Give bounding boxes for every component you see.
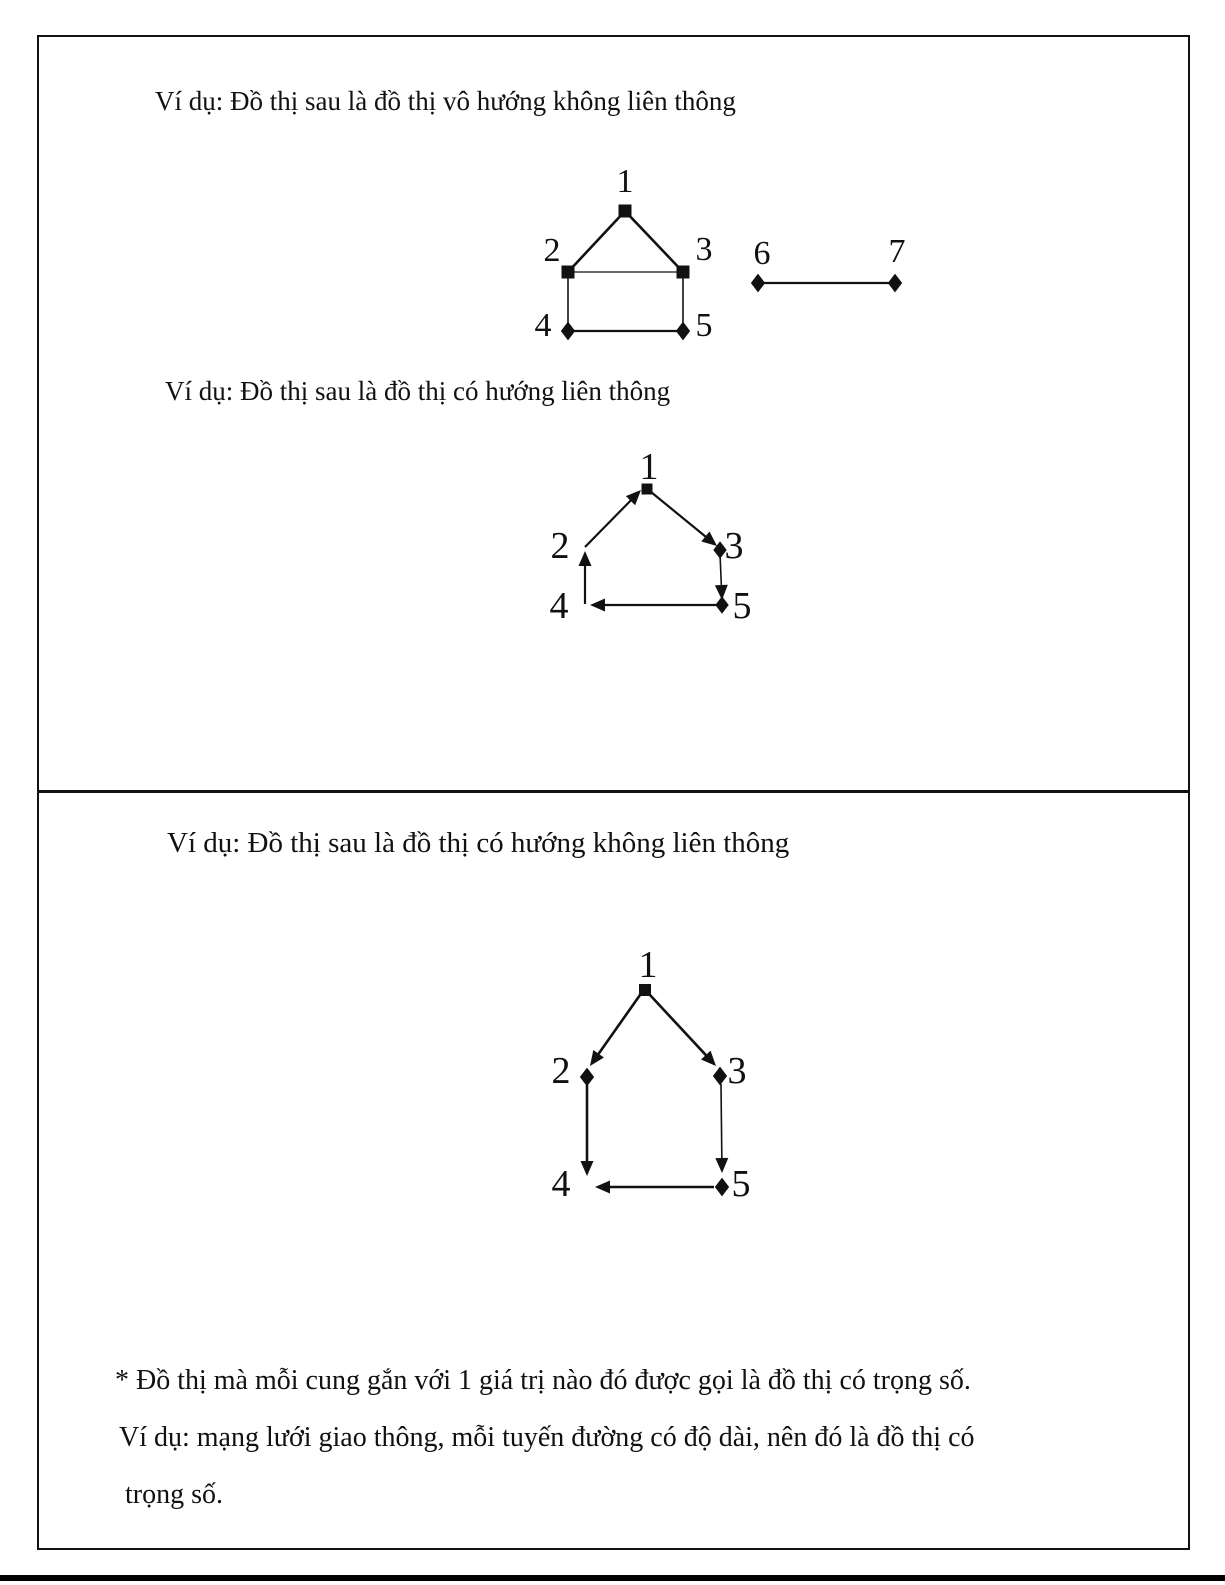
example1-title: Ví dụ: Đồ thị sau là đồ thị vô hướng không liên thông [155,86,736,116]
graph-edge [720,554,722,589]
vertex-marker-diamond [561,322,575,341]
directed-connected-graph [550,446,752,627]
vertex-label: 2 [550,525,570,567]
vertex-label: 1 [638,944,658,986]
vertex-label: 2 [551,1050,571,1092]
undirected-disconnected-graph [535,163,906,344]
vertex-label: 5 [732,585,752,627]
vertex-marker-diamond [713,1067,727,1086]
vertex-marker-diamond [751,274,765,293]
graph-edge [625,211,683,272]
vertex-label: 4 [549,585,569,627]
vertex-label: 1 [639,446,659,488]
graph-edge [596,995,640,1057]
vertex-marker-square [677,266,690,279]
vertex-label: 6 [753,235,771,272]
directed-disconnected-graph [552,944,751,1205]
vertex-marker-diamond [676,322,690,341]
graph-edge [721,1084,722,1162]
note-line-3: trọng số. [125,1479,223,1510]
vertex-label: 7 [888,233,906,270]
vertex-label: 5 [731,1163,751,1205]
vertex-marker-diamond [888,274,902,293]
note-line-2: Ví dụ: mạng lưới giao thông, mỗi tuyến đường có độ dài, nên đó là đồ thị có [119,1422,975,1453]
page-edge-line [0,1575,1225,1581]
vertex-marker-square [619,205,632,218]
vertex-label: 2 [543,232,561,269]
vertex-label: 1 [616,163,634,200]
vertex-label: 3 [695,231,713,268]
vertex-marker-diamond [715,1178,729,1197]
vertex-label: 5 [695,307,713,344]
graph-edge [650,995,709,1058]
example2-title: Ví dụ: Đồ thị sau là đồ thị có hướng liên thông [165,376,671,406]
weighted-graph-note [115,1352,1095,1523]
graph-edge [651,492,708,539]
vertex-label: 4 [551,1163,571,1205]
vertex-marker-square [562,266,575,279]
vertex-marker-diamond [715,596,728,614]
vertex-label: 3 [724,525,744,567]
vertex-label: 4 [534,307,552,344]
graph-edge [568,211,625,272]
vertex-marker-diamond [580,1068,594,1087]
example3-title: Ví dụ: Đồ thị sau là đồ thị có hướng không liên thông [167,827,790,859]
vertex-label: 3 [727,1050,747,1092]
note-line-1: * Đồ thị mà mỗi cung gắn với 1 giá trị nào đó được gọi là đồ thị có trọng số. [115,1365,971,1396]
arrowhead [590,1050,604,1066]
graph-edge [585,498,633,547]
